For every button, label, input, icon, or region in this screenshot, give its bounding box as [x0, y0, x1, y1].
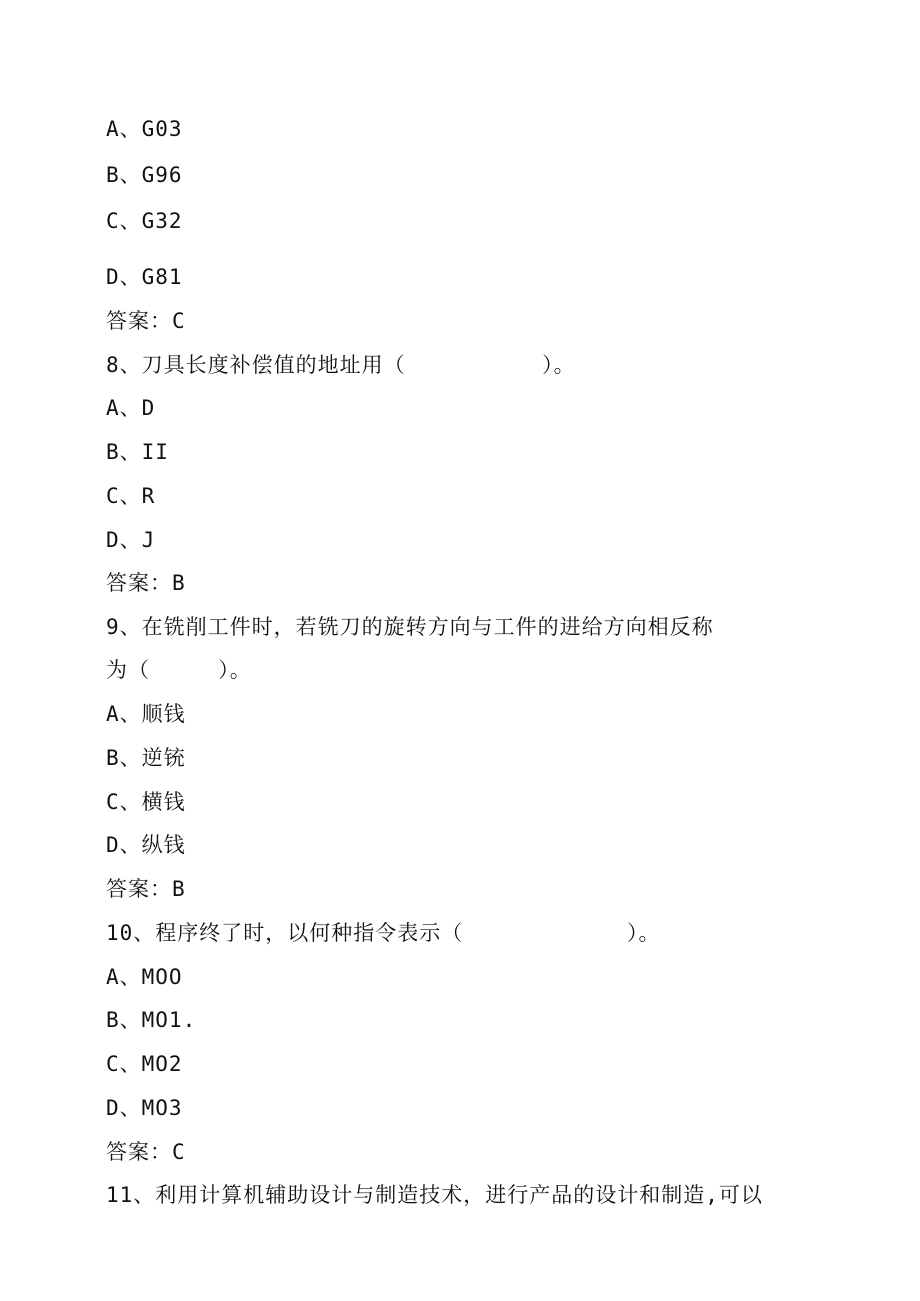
option-a-q9: A、顺钱	[106, 702, 186, 726]
option-a-q7: A、G03	[106, 117, 183, 141]
answer-q8: 答案：B	[106, 571, 186, 595]
answer-q10: 答案：C	[106, 1140, 186, 1164]
option-b-q8: B、II	[106, 440, 169, 464]
option-b-q10: B、MO1.	[106, 1008, 197, 1032]
option-c-q10: C、MO2	[106, 1052, 183, 1076]
option-b-q7: B、G96	[106, 163, 183, 187]
option-d-q7: D、G81	[106, 265, 183, 289]
option-d-q10: D、MO3	[106, 1096, 183, 1120]
answer-q7: 答案：C	[106, 309, 186, 333]
option-c-q8: C、R	[106, 484, 156, 508]
option-c-q9: C、横钱	[106, 790, 186, 814]
question-9-line-1: 9、在铣削工件时，若铣刀的旋转方向与工件的进给方向相反称	[106, 615, 714, 639]
option-b-q9: B、逆铳	[106, 746, 186, 770]
question-8: 8、刀具长度补偿值的地址用（ ）。	[106, 353, 576, 377]
answer-q9: 答案：B	[106, 877, 186, 901]
option-d-q9: D、纵钱	[106, 833, 186, 857]
option-a-q10: A、MOO	[106, 965, 183, 989]
option-a-q8: A、D	[106, 396, 156, 420]
question-10: 10、程序终了时，以何种指令表示（ ）。	[106, 921, 661, 945]
option-c-q7: C、G32	[106, 209, 183, 233]
option-d-q8: D、J	[106, 528, 156, 552]
question-11: 11、利用计算机辅助设计与制造技术，进行产品的设计和制造,可以	[106, 1183, 763, 1207]
question-9-line-2: 为（ ）。	[106, 658, 252, 682]
